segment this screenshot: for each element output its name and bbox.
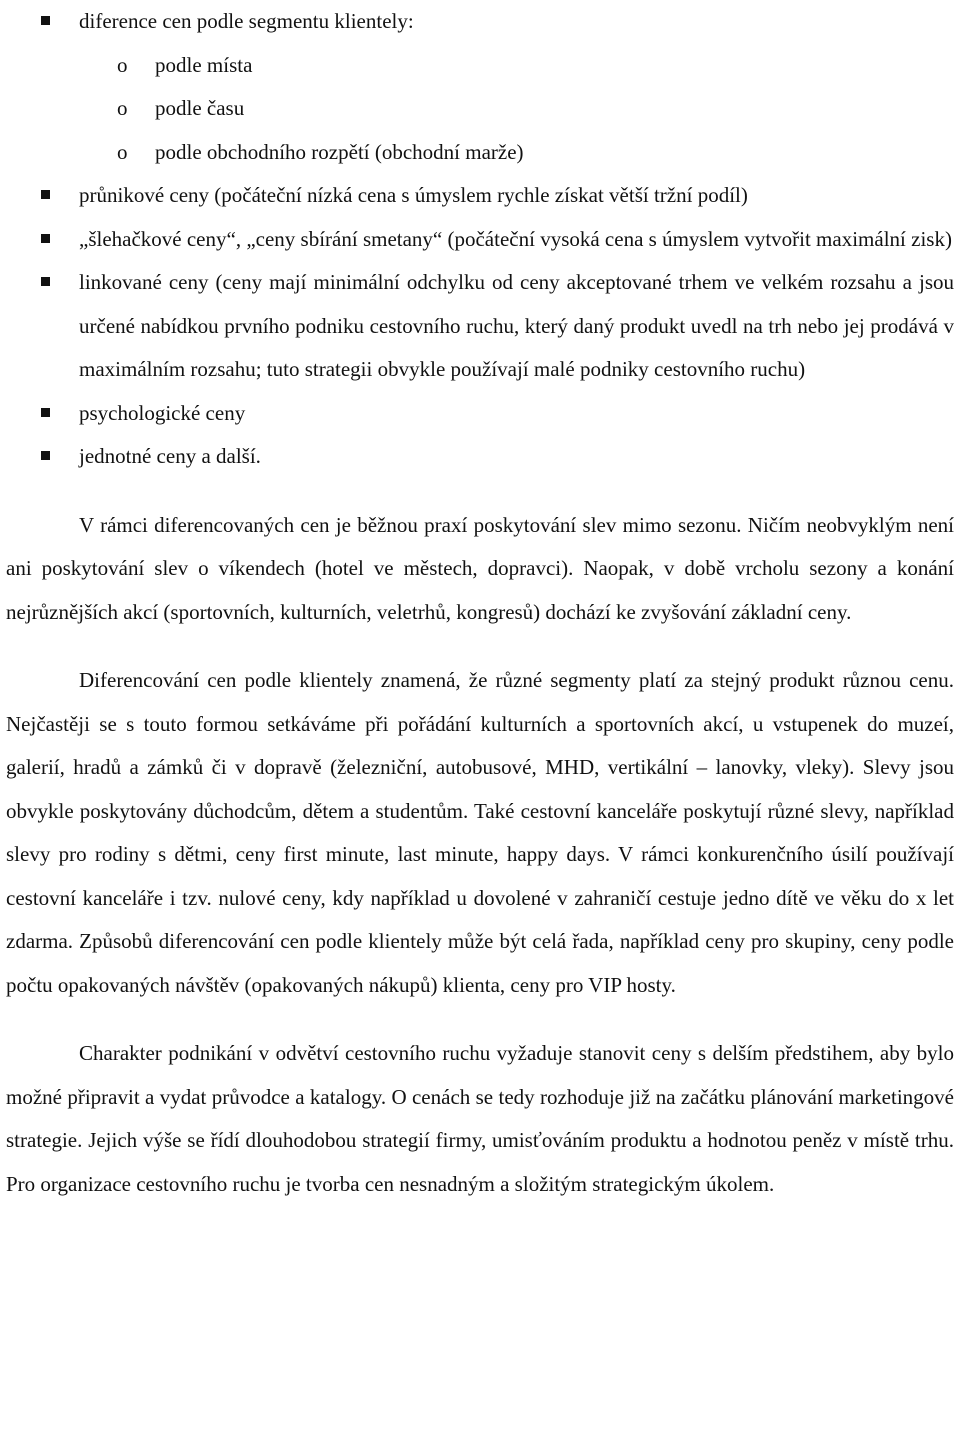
sub-list-item-text: podle místa: [155, 52, 253, 77]
list-item: [0, 261, 960, 392]
list-item-text: diference cen podle segmentu klientely:: [79, 9, 414, 33]
circle-bullet-icon: o: [117, 139, 128, 164]
list-item: [0, 0, 960, 44]
paragraph-pricing-strategy: Charakter podnikání v odvětví cestovního ruchu vyžaduje stanovit ceny s delším předstihem, aby bylo možné připravit a vydat průvodce a katalogy. O cenách se tedy rozhoduje již na začátku plánování marketingové strategie. Jejich výše se řídí dlouhodobou strategií firmy, umisťováním produktu a hodnotou peněz v místě trhu. Pro organizace cestovního ruchu je tvorba cen nesnadným a složitým strategickým úkolem.: [6, 1041, 954, 1196]
list-item: [0, 435, 960, 479]
circle-bullet-icon: o: [117, 52, 128, 77]
list-item-text: „šlehačkové ceny“, „ceny sbírání smetany“ (počáteční vysoká cena s úmyslem vytvořit maximální zisk): [79, 226, 952, 251]
list-item-text: jednotné ceny a další.: [79, 444, 261, 468]
pricing-bullet-list: [0, 0, 960, 479]
square-bullet-icon: [41, 16, 50, 25]
list-item-text: psychologické ceny: [79, 400, 246, 425]
list-item: [0, 392, 960, 436]
sub-list-item-text: podle obchodního rozpětí (obchodní marže): [155, 139, 524, 164]
sub-list-item-text: podle času: [155, 96, 245, 120]
paragraph-client-differentiation: Diferencování cen podle klientely znamená, že různé segmenty platí za stejný produkt různou cenu. Nejčastěji se s touto formou setkáváme při pořádání kulturních a sportovních akcí, u vstupenek do muzeí, galerií, hradů a zámků či v dopravě (železniční, autobusové, MHD, vertikální – lanovky, vleky). Slevy jsou obvykle poskytovány důchodcům, dětem a studentům. Také cestovní kanceláře poskytují různé slevy, například slevy pro rodiny s dětmi, ceny first minute, last minute, happy days. V rámci konkurenčního úsilí používají cestovní kanceláře i tzv. nulové ceny, kdy například u dovolené v zahraničí cestuje jedno dítě ve věku do x let zdarma. Způsobů diferencování cen podle klientely může být celá řada, například ceny pro skupiny, ceny podle počtu opakovaných návštěv (opakovaných nákupů) klienta, ceny pro VIP hosty.: [6, 668, 954, 997]
sub-list-item: [0, 131, 960, 175]
list-item: [0, 218, 960, 262]
paragraph-seasonal-discounts: V rámci diferencovaných cen je běžnou praxí poskytování slev mimo sezonu. Ničím neobvyklým není ani poskytování slev o víkendech (hotel ve městech, dopravci). Naopak, v době vrcholu sezony a konání nejrůznějších akcí (sportovních, kulturních, veletrhů, kongresů) dochází ke zvyšování základní ceny.: [6, 512, 954, 624]
list-item: [0, 174, 960, 218]
square-bullet-icon: [41, 234, 50, 243]
square-bullet-icon: [41, 408, 50, 417]
square-bullet-icon: [41, 451, 50, 460]
sub-list-item: [0, 44, 960, 88]
circle-bullet-icon: o: [117, 96, 128, 120]
square-bullet-icon: [41, 277, 50, 286]
list-item-text: linkované ceny (ceny mají minimální odchylku od ceny akceptované trhem ve velkém rozsahu a jsou určené nabídkou prvního podniku cestovního ruchu, který daný produkt uvedl na trh nebo jej prodává v maximálním rozsahu; tuto strategii obvykle používají malé podniky cestovního ruchu): [79, 270, 954, 381]
square-bullet-icon: [41, 190, 50, 199]
sub-list-item: [0, 87, 960, 131]
list-item-text: průnikové ceny (počáteční nízká cena s úmyslem rychle získat větší tržní podíl): [79, 183, 748, 207]
